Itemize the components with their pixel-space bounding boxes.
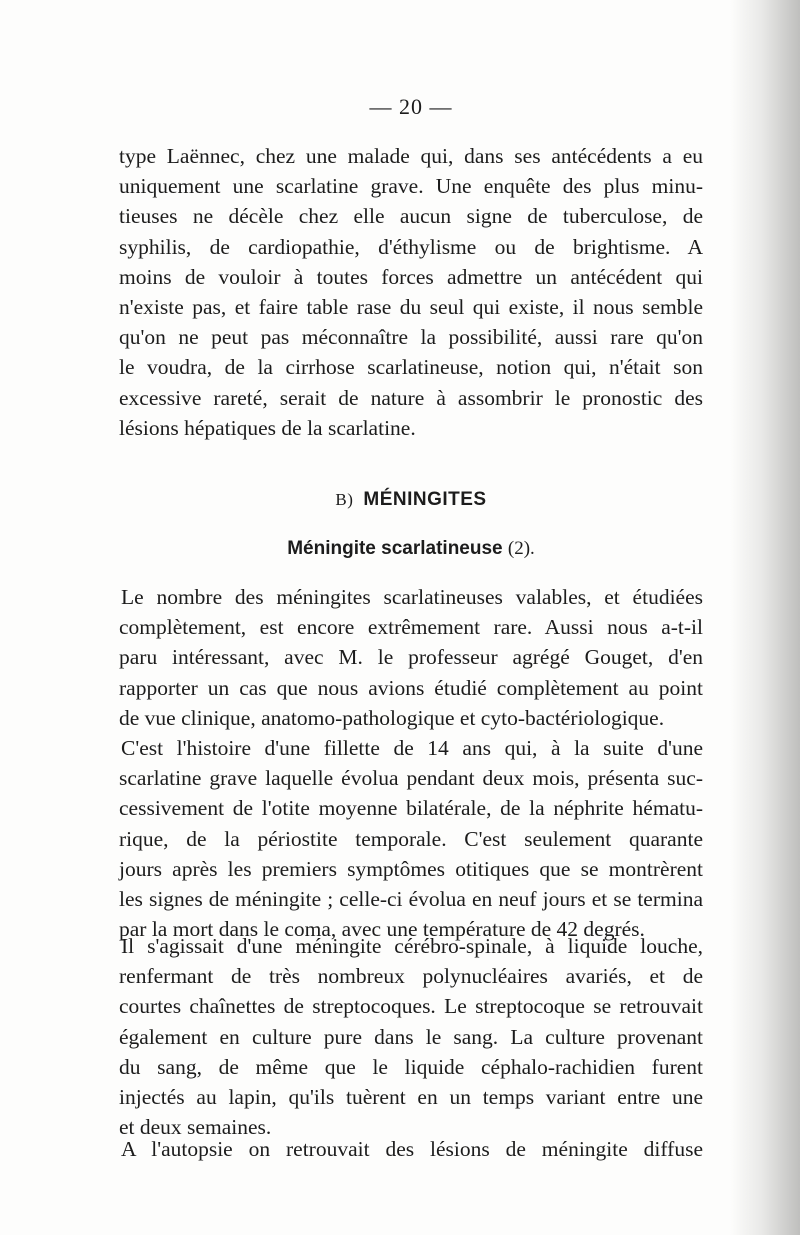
section-title: MÉNINGITES [363, 489, 487, 510]
text-line: excessive rareté, serait de nature à assombrir le pronostic des [119, 385, 703, 410]
text-line: jours après les premiers symptômes otitiques que se montrèrent [119, 856, 703, 881]
text-line: du sang, de même que le liquide céphalo-rachidien furent [119, 1054, 703, 1079]
text-line: également en culture pure dans le sang. La culture provenant [119, 1024, 703, 1049]
text-line: tieuses ne décèle chez elle aucun signe de tuberculose, de [119, 204, 703, 229]
text-line: A l'autopsie on retrouvait des lésions de méningite diffuse [121, 1137, 703, 1161]
text-line: complètement, est encore extrêmement rare. Aussi nous a-t-il [119, 615, 703, 640]
text-line: syphilis, de cardiopathie, d'éthylisme ou de brightisme. A [119, 234, 703, 259]
text-line: de vue clinique, anatomo-pathologique et cyto-bactériologique. [119, 705, 665, 730]
facing-page-edge [730, 0, 800, 1235]
paragraph-4 [119, 931, 703, 1142]
text-line: uniquement une scarlatine grave. Une enquête des plus minu- [119, 174, 703, 199]
subsection-title: Méningite scarlatineuse [287, 538, 503, 559]
text-line: rapporter un cas que nous avions étudié complètement au point [119, 675, 703, 700]
footnote-reference: (2). [507, 538, 535, 559]
paragraph-1 [119, 141, 703, 443]
text-line: Le nombre des méningites scarlatineuses valables, et étudiées [121, 585, 703, 609]
text-line: n'existe pas, et faire table rase du seul qui existe, il nous semble [119, 295, 703, 320]
section-letter: B) [335, 490, 354, 509]
text-line: paru intéressant, avec M. le professeur agrégé Gouget, d'en [119, 645, 703, 670]
text-line: moins de vouloir à toutes forces admettre un antécédent qui [119, 264, 703, 289]
text-line: injectés au lapin, qu'ils tuèrent en un temps variant entre une [119, 1085, 703, 1110]
page-number: — 20 — [369, 94, 453, 119]
text-line: lésions hépatiques de la scarlatine. [119, 415, 416, 440]
paragraph-2 [119, 582, 703, 733]
text-line: renfermant de très nombreux polynucléaires avariés, et de [119, 964, 703, 989]
section-heading [119, 489, 703, 511]
text-line: scarlatine grave laquelle évolua pendant deux mois, présenta suc- [119, 766, 703, 791]
text-line: rique, de la périostite temporale. C'est seulement quarante [119, 826, 703, 851]
text-line: type Laënnec, chez une malade qui, dans ses antécédents a eu [119, 144, 703, 168]
text-line: cessivement de l'otite moyenne bilatérale, de la néphrite hématu- [119, 796, 703, 821]
text-line: Il s'agissait d'une méningite cérébro-spinale, à liquide louche, [121, 934, 703, 958]
text-line: courtes chaînettes de streptocoques. Le streptocoque se retrouvait [119, 994, 703, 1019]
text-line: C'est l'histoire d'une fillette de 14 ans qui, à la suite d'une [121, 736, 703, 760]
text-line: les signes de méningite ; celle-ci évolua en neuf jours et se termina [119, 887, 703, 912]
text-line: par la mort dans le coma, avec une température de 42 degrés. [119, 917, 645, 942]
text-line: le voudra, de la cirrhose scarlatineuse, notion qui, n'était son [119, 355, 703, 380]
subsection-heading [119, 538, 703, 560]
paragraph-3 [119, 733, 703, 944]
paragraph-5 [119, 1134, 703, 1164]
text-line: qu'on ne peut pas méconnaître la possibilité, aussi rare qu'on [119, 325, 703, 350]
text-line: et deux semaines. [119, 1115, 272, 1140]
